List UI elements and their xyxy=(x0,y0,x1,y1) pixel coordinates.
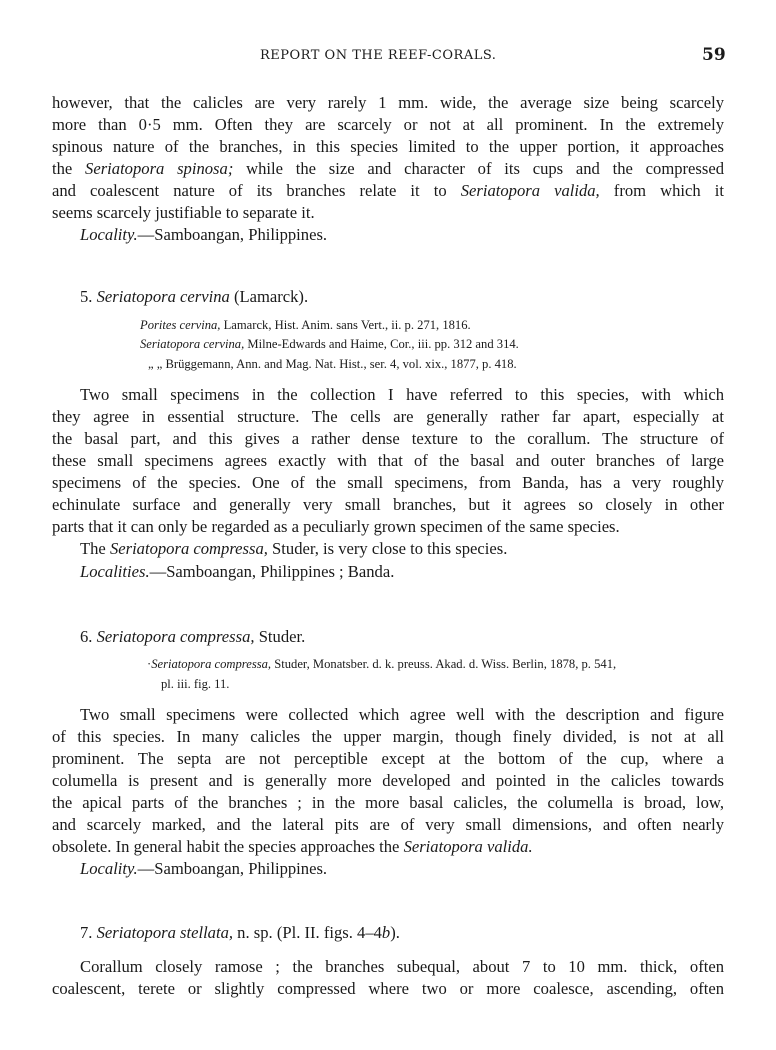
text-line xyxy=(52,159,724,179)
text-line xyxy=(52,137,724,157)
text-run: 6. xyxy=(80,627,97,646)
text-run: echinulate surface and generally very small branches, but it agrees so closely in other xyxy=(52,495,724,514)
text-run: these small specimens agrees exactly with that of the basal and outer branches of large xyxy=(52,451,724,470)
italic-text: Seriatopora compressa, xyxy=(96,627,255,646)
text-line xyxy=(52,93,724,113)
text-run: Two small specimens were collected which agree well with the description and figure xyxy=(80,705,724,724)
text-line xyxy=(52,749,724,769)
text-run: specimens of the species. One of the small specimens, from Banda, has a very roughly xyxy=(52,473,724,492)
text-run: and coalescent nature of its branches relate it to xyxy=(52,181,461,200)
text-run: · xyxy=(147,657,152,671)
italic-text: Seriatopora spinosa; xyxy=(85,159,234,178)
page-number: 59 xyxy=(702,45,726,65)
text-run: seems scarcely justifiable to separate it. xyxy=(52,203,315,222)
text-run: „ „ Brüggemann, Ann. and Mag. Nat. Hist., ser. 4, vol. xix., 1877, p. 418. xyxy=(148,357,517,371)
text-line xyxy=(52,793,724,813)
text-run: Lamarck, Hist. Anim. sans Vert., ii. p. 271, 1816. xyxy=(220,318,471,332)
italic-text: Seriatopora compressa, xyxy=(151,657,272,671)
text-run: while the size and character of its cups and the compressed xyxy=(233,159,725,178)
text-line xyxy=(80,859,724,879)
text-run: pl. iii. fig. 11. xyxy=(161,677,230,691)
text-run: (Lamarck). xyxy=(229,287,309,306)
text-line xyxy=(80,385,724,405)
italic-text: Localities. xyxy=(80,562,150,581)
text-run: and scarcely marked, and the lateral pits are of very small dimensions, and often nearly xyxy=(52,815,724,834)
italic-text: Porites cervina, xyxy=(140,318,221,332)
text-run: parts that it can only be regarded as a peculiarly grown specimen of the same species. xyxy=(52,517,620,536)
text-run: 5. xyxy=(80,287,97,306)
text-line xyxy=(52,407,724,427)
text-line xyxy=(80,287,724,307)
text-run: —Samboangan, Philippines. xyxy=(137,859,328,878)
italic-text: Seriatopora valida. xyxy=(403,837,533,856)
text-run: Studer. xyxy=(254,627,306,646)
text-run: the basal part, and this gives a rather dense texture to the corallum. The structure of xyxy=(52,429,724,448)
running-title: REPORT ON THE REEF-CORALS. xyxy=(260,48,497,63)
text-run: prominent. The septa are not perceptible except at the bottom of the cup, where a xyxy=(52,749,724,768)
text-run: the apical parts of the branches ; in the more basal calicles, the columella is broad, low, xyxy=(52,793,724,812)
text-line xyxy=(52,771,724,791)
text-run: Studer, is very close to this species. xyxy=(267,539,508,558)
text-line xyxy=(52,815,724,835)
text-line xyxy=(52,181,724,201)
text-run: from which it xyxy=(599,181,724,200)
text-line xyxy=(52,115,724,135)
italic-text: Seriatopora cervina xyxy=(96,287,230,306)
italic-text: Locality. xyxy=(80,859,138,878)
text-line xyxy=(80,705,724,725)
text-run: more than 0·5 mm. Often they are scarcely or not at all prominent. In the extremely xyxy=(52,115,724,134)
italic-text: Seriatopora stellata, xyxy=(96,923,234,942)
text-line xyxy=(52,837,724,857)
text-run: the xyxy=(52,159,86,178)
text-run: coalescent, terete or slightly compressed where two or more coalesce, ascending, often xyxy=(52,979,724,998)
text-line xyxy=(80,562,724,582)
text-run: Studer, Monatsber. d. k. preuss. Akad. d. Wiss. Berlin, 1878, p. 541, xyxy=(271,657,617,671)
italic-text: Seriatopora valida, xyxy=(460,181,600,200)
italic-text: Seriatopora compressa, xyxy=(109,539,268,558)
text-run: Two small specimens in the collection I have referred to this species, with which xyxy=(80,385,724,404)
text-run: columella is present and is generally more developed and pointed in the calicles towards xyxy=(52,771,724,790)
text-run: —Samboangan, Philippines. xyxy=(137,225,328,244)
text-line xyxy=(80,957,724,977)
text-run: Milne-Edwards and Haime, Cor., iii. pp. 312 and 314. xyxy=(244,337,519,351)
text-run: they agree in essential structure. The cells are generally rather far apart, especially at xyxy=(52,407,724,426)
text-run: The xyxy=(80,539,110,558)
text-run: n. sp. (Pl. II. figs. 4–4 xyxy=(233,923,382,942)
text-run: spinous nature of the branches, in this species limited to the upper portion, it approaches xyxy=(52,137,724,156)
citation-line xyxy=(140,337,700,352)
text-run: obsolete. In general habit the species approaches the xyxy=(52,837,404,856)
text-line xyxy=(52,979,724,999)
text-line xyxy=(80,627,724,647)
citation-line xyxy=(161,677,721,692)
text-run: of this species. In many calicles the upper margin, though finely divided, is not at all xyxy=(52,727,724,746)
italic-text: b xyxy=(381,923,391,942)
text-line xyxy=(52,727,724,747)
citation-line xyxy=(147,657,707,672)
text-run: however, that the calicles are very rarely 1 mm. wide, the average size being scarcely xyxy=(52,93,724,112)
text-line xyxy=(52,203,724,223)
text-line xyxy=(80,923,724,943)
text-run: 7. xyxy=(80,923,97,942)
text-line xyxy=(52,451,724,471)
text-line xyxy=(80,225,724,245)
citation-line xyxy=(140,318,700,333)
text-line xyxy=(52,517,724,537)
text-line xyxy=(52,473,724,493)
citation-line xyxy=(148,357,708,372)
italic-text: Locality. xyxy=(80,225,138,244)
text-line xyxy=(52,495,724,515)
text-run: ). xyxy=(390,923,400,942)
text-line xyxy=(80,539,724,559)
text-line xyxy=(52,429,724,449)
italic-text: Seriatopora cervina, xyxy=(140,337,245,351)
text-run: Corallum closely ramose ; the branches subequal, about 7 to 10 mm. thick, often xyxy=(80,957,724,976)
text-run: —Samboangan, Philippines ; Banda. xyxy=(149,562,395,581)
